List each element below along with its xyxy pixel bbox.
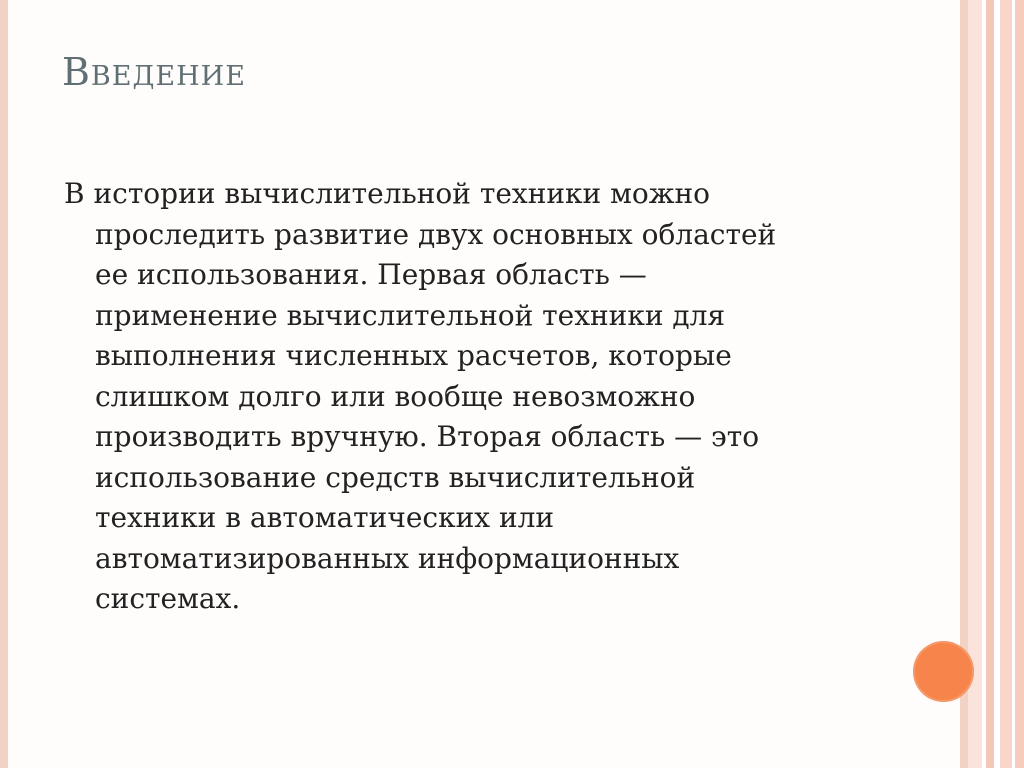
paragraph-line: автоматизированных информационных [95,541,680,575]
stripe-3 [986,0,994,768]
slide-title: Введение [62,50,246,94]
paragraph-line: техники в автоматических или [95,501,555,534]
paragraph-line: применение вычислительной техники для [95,298,726,332]
paragraph-line: ее использования. Первая область — [95,258,647,291]
stripe-5 [1000,0,1012,768]
stripe-7 [1015,0,1024,768]
slide-body-text [64,174,854,620]
paragraph-line: системах. [95,582,241,615]
paragraph-line: использование средств вычислительной [95,460,696,494]
paragraph-line: проследить развитие двух основных областей [95,217,777,251]
paragraph-line: выполнения численных расчетов, которые [95,339,732,372]
paragraph-line: слишком долго или вообще невозможно [95,379,696,413]
decorative-circle-icon [913,641,974,702]
paragraph-line: производить вручную. Вторая область — это [95,420,760,453]
paragraph-line: В истории вычислительной техники можно [64,177,710,210]
stripe-1 [968,0,982,768]
decorative-stripes [968,0,1024,768]
